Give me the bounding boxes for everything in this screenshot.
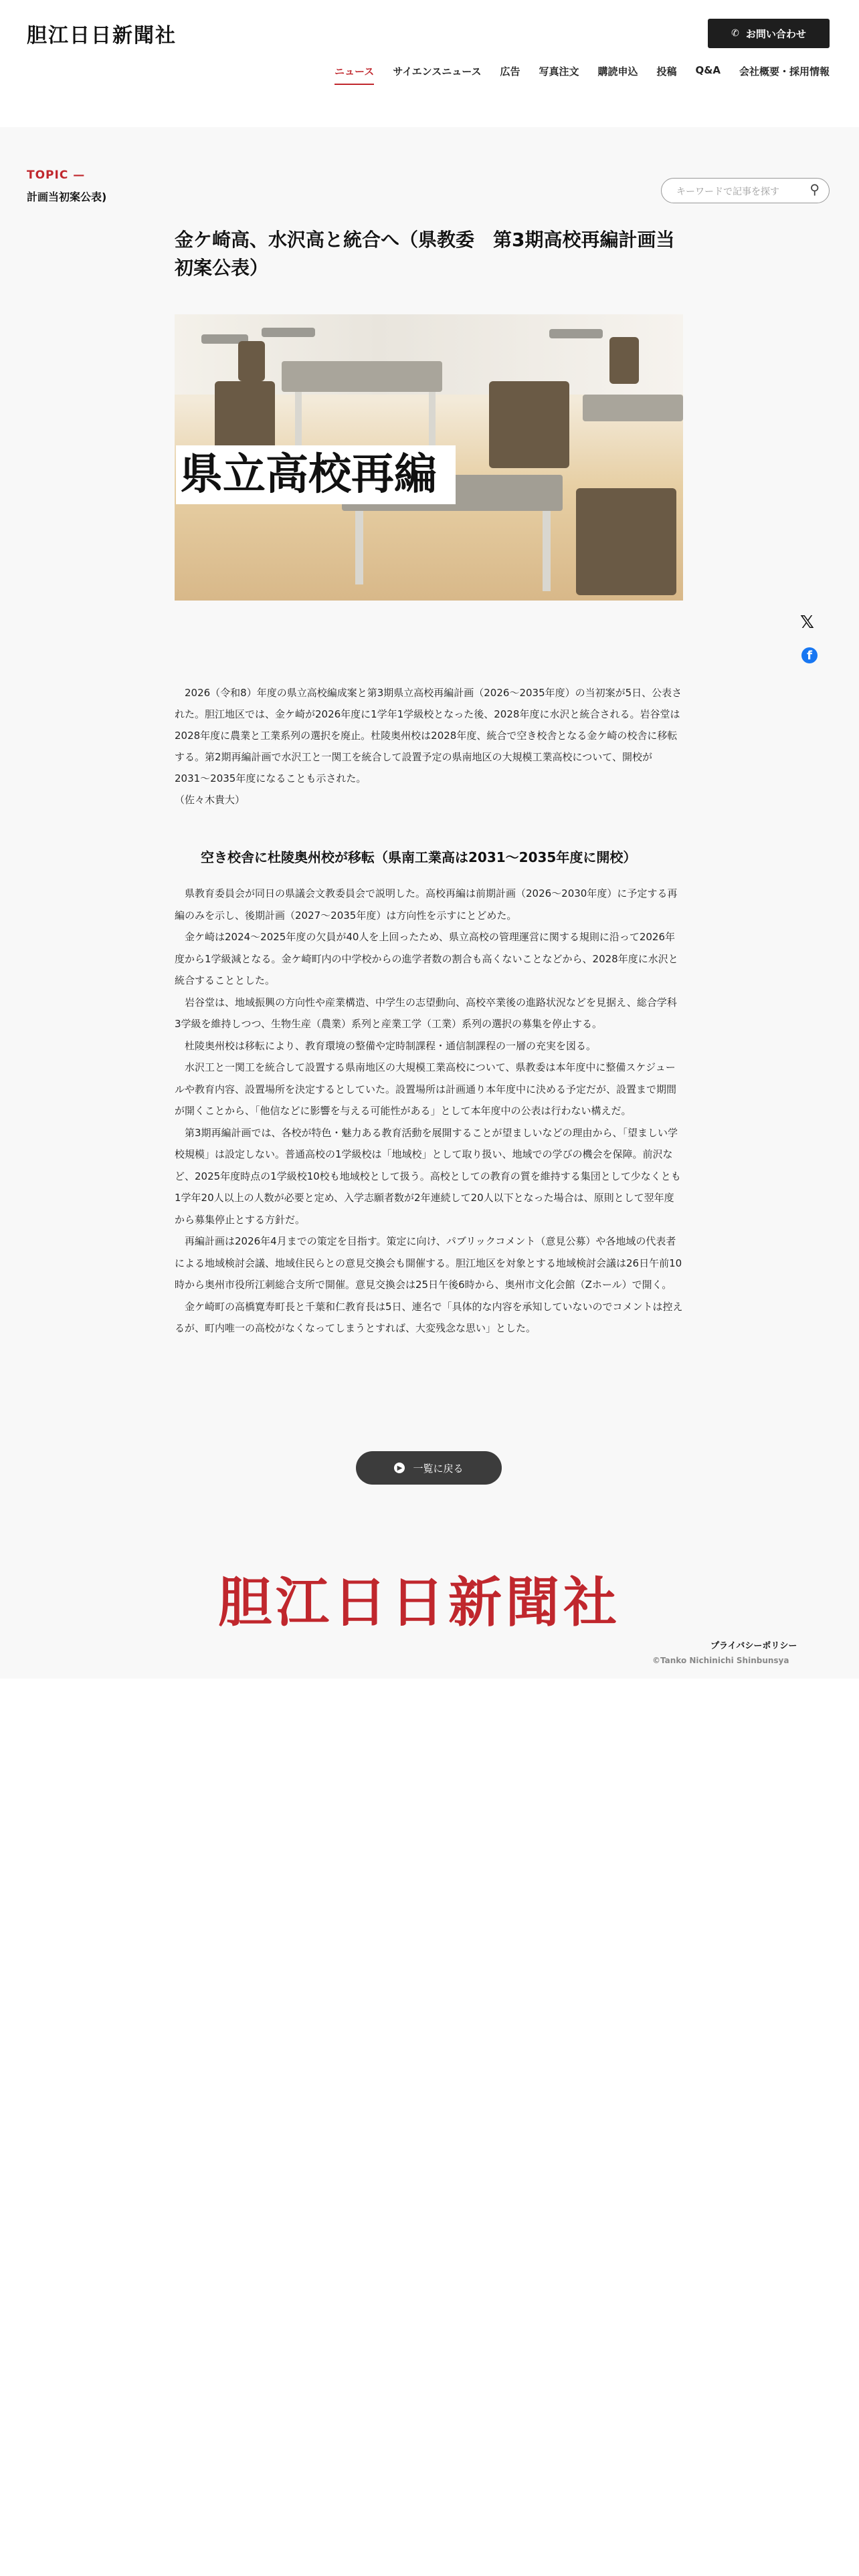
copyright-text: ©Tanko Nichinichi Shinbunsya [652,1656,789,1665]
hero-chair [489,381,569,468]
article-author: （佐々木貴大） [175,794,246,806]
hero-desk [549,329,603,338]
hero-desk [282,361,442,392]
facebook-share-icon[interactable]: f [801,647,818,663]
hero-chair [238,341,265,381]
search-icon[interactable]: ⚲ [809,181,820,197]
article-content [0,127,859,1679]
body-paragraph: 水沢工と一関工を統合して設置する県南地区の大規模工業高校について、県教委は本年度中に整備スケジュールや教育内容、設置場所を決定するとしていた。設置場所は計画通り本年度中に決める予定だが、設置まで期間が開くことから、「他信などに影響を与える可能性がある」として本年度中の公表は行わない構えだ。 [175,1061,677,1117]
topic-breadcrumb: 計画当初案公表) [27,191,107,203]
article-body [175,883,683,1339]
footer-logo[interactable]: 胆江日日新聞社 [218,1571,621,1634]
nav-ads[interactable]: 広告 [500,66,520,78]
search-input[interactable] [675,183,798,199]
nav-subscribe[interactable]: 購読申込 [597,66,638,78]
nav-photo-order[interactable]: 写真注文 [539,66,579,78]
article-subhead: 空き校舎に杜陵奥州校が移転（県南工業高は2031〜2035年度に開校） [201,849,637,865]
hero-chair [609,337,639,384]
body-paragraph: 再編計画は2026年4月までの策定を目指す。策定に向け、パブリックコメント（意見公募）や各地域の代表者による地域検討会議、地域住民らとの意見交換会も開催する。胆江地区を対象とする地域検討会議は26日午前10時から奥州市役所江刺総合支所で開催。意見交換会は25日午後6時から、奥州市文化会館（Zホール）で開く。 [175,1235,682,1291]
hero-desk-leg [355,511,363,584]
article-lead [175,682,683,811]
hero-desk [583,395,683,421]
body-paragraph: 県教育委員会が同日の県議会文教委員会で説明した。高校再編は前期計画（2026〜2030年度）に予定する再編のみを示し、後期計画（2027〜2035年度）は方向性を示すにとどめた。 [175,887,678,922]
nav-submit[interactable]: 投稿 [656,66,677,78]
hero-desk-leg [543,511,551,591]
back-to-list-button[interactable] [356,1451,502,1485]
phone-icon: ✆ [731,28,739,39]
topic-label: TOPIC — [27,169,86,182]
contact-button[interactable] [708,19,830,48]
hero-chair [576,488,676,595]
nav-qa[interactable]: Q&A [695,64,721,76]
nav-science-news[interactable]: サイエンスニュース [393,66,482,78]
main-nav [316,64,830,85]
nav-company[interactable]: 会社概要・採用情報 [739,66,830,78]
privacy-policy-link[interactable]: プライバシーポリシー [710,1641,797,1651]
lead-paragraph: 2026（令和8）年度の県立高校編成案と第3期県立高校再編計画（2026〜2035年度）の当初案が5日、公表された。胆江地区では、金ケ崎が2026年度に1学年1学級校となった後、2028年度に水沢と統合される。岩谷堂は2028年度に農業と工業系列の選択を廃止。杜陵奥州校は2028年度、統合で空き校舎となる金ケ崎の校舎に移転する。第2期再編計画で水沢工と一関工を統合して設置予定の県南地区の大規模工業高校について、開校が2031〜2035年度になることも示された。 [175,687,682,784]
x-share-icon[interactable]: 𝕏 [800,613,814,633]
body-paragraph: 金ケ崎町の高橋寛寿町長と千葉和仁教育長は5日、連名で「具体的な内容を承知していないのでコメントは控えるが、町内唯一の高校がなくなってしまうとすれば、大変残念な思い」とした。 [175,1300,683,1334]
body-paragraph: 岩谷堂は、地域振興の方向性や産業構造、中学生の志望動向、高校卒業後の進路状況などを見据え、総合学科3学級を維持しつつ、生物生産（農業）系列と産業工学（工業）系列の選択の募集を停止する。 [175,996,677,1030]
contact-label: お問い合わせ [745,27,806,40]
article-title: 金ケ崎高、水沢高と統合へ（県教委 第3期高校再編計画当初案公表） [175,229,675,279]
body-paragraph: 金ケ崎は2024〜2025年度の欠員が40人を上回ったため、県立高校の管理運営に関する規則に沿って2026年度から1学級減となる。金ケ崎町内の中学校からの進学者数の割合も高くないことなどから、2028年度に水沢と統合することとした。 [175,931,678,986]
hero-caption: 県立高校再編 [176,445,456,504]
site-logo[interactable]: 胆江日日新聞社 [27,24,177,47]
hero-image [175,314,683,601]
nav-news[interactable]: ニュース [335,64,374,85]
body-paragraph: 第3期再編計画では、各校が特色・魅力ある教育活動を展開することが望ましいなどの理由から、「望ましい学校規模」は設定しない。普通高校の1学級校は「地域校」として取り扱い、地域での学びの機会を保障。前沢など、2025年度時点の1学級校10校も地域校として扱う。高校としての教育の質を維持する集団として少なくとも1学年20人以上の人数が必要と定め、入学志願者数が2年連続して20人以下となった場合は、原則として翌年度から募集停止とする方針だ。 [175,1126,681,1226]
search-box [661,178,830,203]
back-label: 一覧に戻る [413,1462,464,1475]
arrow-circle-icon: ▶ [394,1463,405,1473]
site-header [0,0,859,127]
hero-desk [262,328,315,337]
body-paragraph: 杜陵奥州校は移転により、教育環境の整備や定時制課程・通信制課程の一層の充実を図る。 [175,1039,597,1052]
